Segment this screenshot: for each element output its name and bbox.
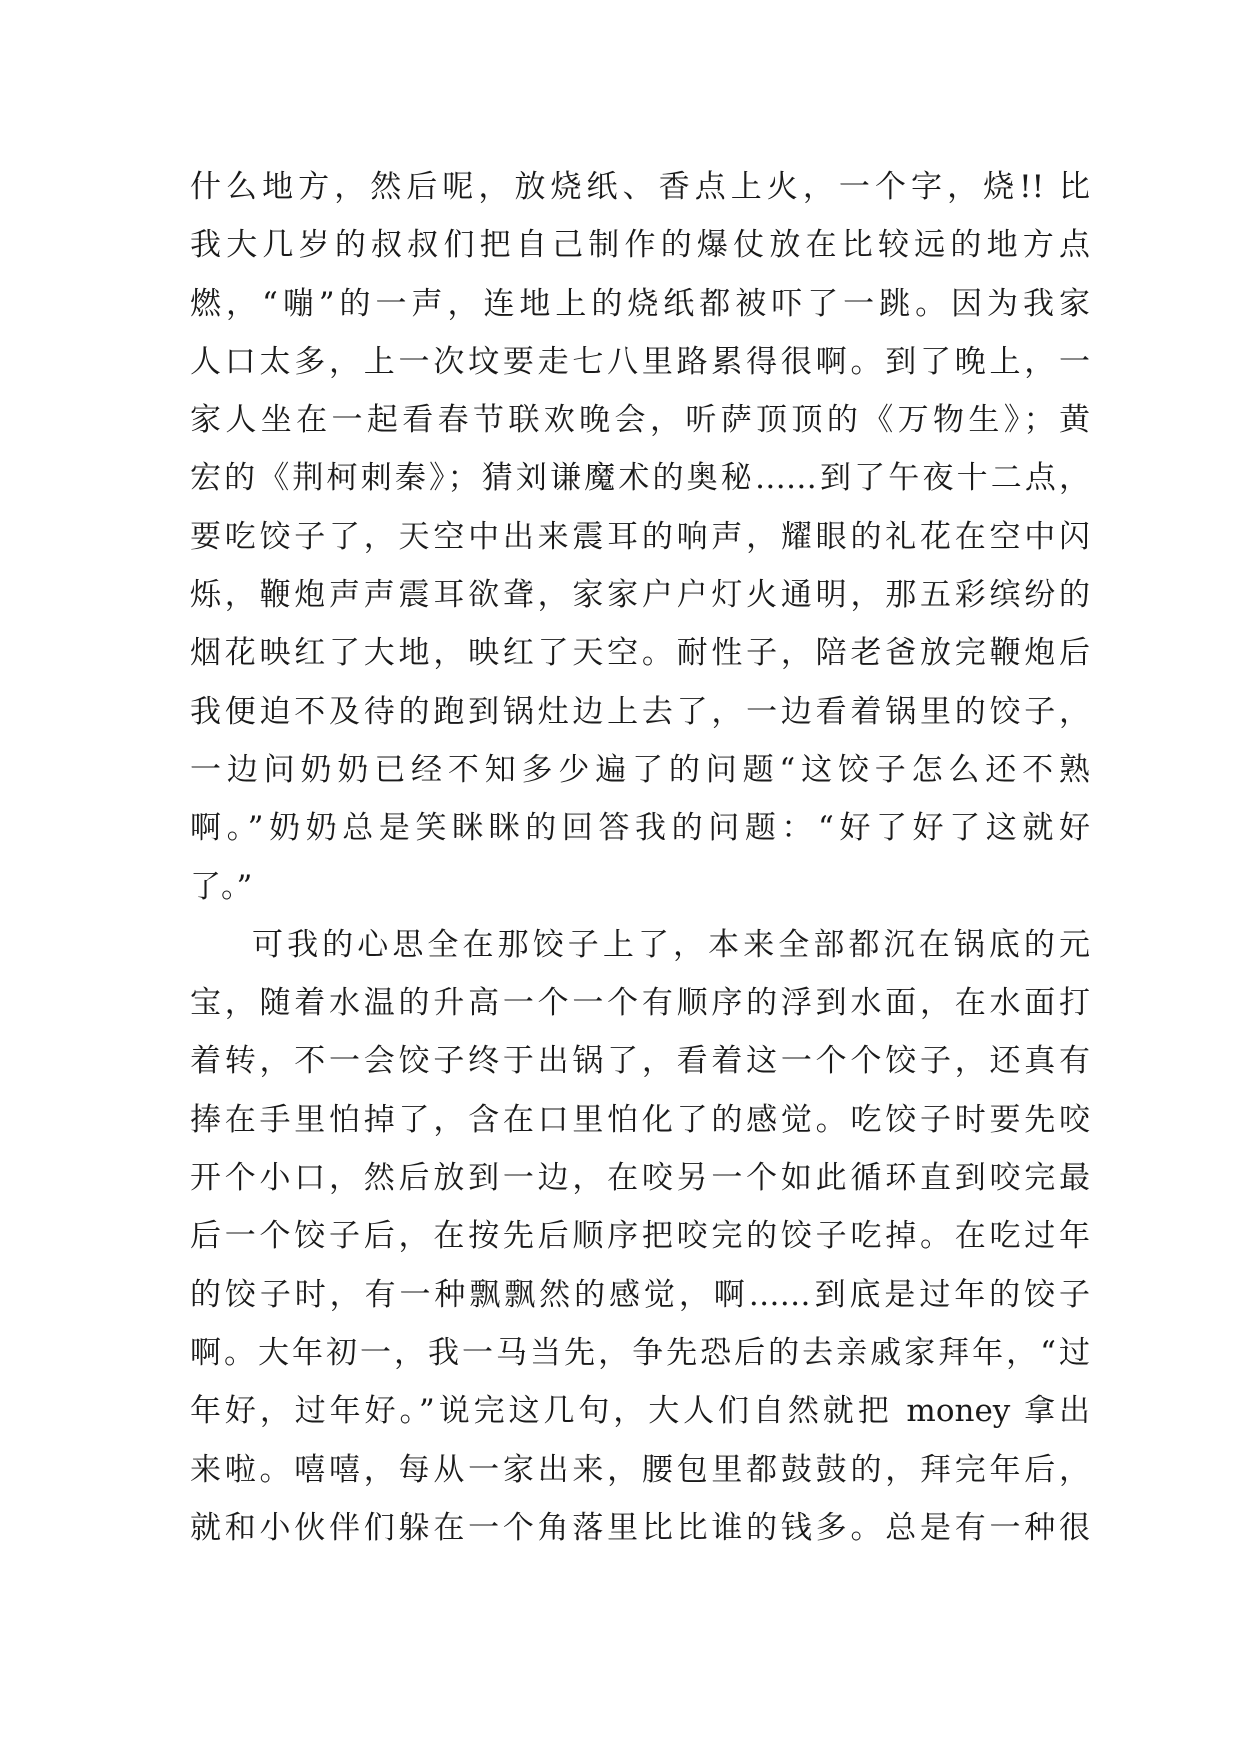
text-line: 啊。”奶奶总是笑眯眯的回答我的问题：“好了好了这就好 xyxy=(190,810,1090,847)
text-line: 我便迫不及待的跑到锅灶边上去了，一边看着锅里的饺子， xyxy=(190,693,1090,730)
text-line: 来啦。嘻嘻，每从一家出来，腰包里都鼓鼓的，拜完年后， xyxy=(190,1451,1090,1488)
body-text xyxy=(190,158,1090,1557)
text-line: 着转，不一会饺子终于出锅了，看着这一个个饺子，还真有 xyxy=(190,1043,1090,1080)
text-line: 就和小伙伴们躲在一个角落里比比谁的钱多。总是有一种很 xyxy=(190,1509,1090,1546)
text-line: 年好，过年好。”说完这几句，大人们自然就把 money 拿出 xyxy=(190,1393,1090,1430)
text-line: 家人坐在一起看春节联欢晚会，听萨顶顶的《万物生》；黄 xyxy=(190,402,1090,439)
text-line: 要吃饺子了，天空中出来震耳的响声，耀眼的礼花在空中闪 xyxy=(190,518,1090,555)
text-line: 的饺子时，有一种飘飘然的感觉，啊……到底是过年的饺子 xyxy=(190,1276,1090,1313)
text-line: 捧在手里怕掉了，含在口里怕化了的感觉。吃饺子时要先咬 xyxy=(190,1101,1090,1138)
text-line: 宝，随着水温的升高一个一个有顺序的浮到水面，在水面打 xyxy=(190,985,1090,1022)
text-line: 烁，鞭炮声声震耳欲聋，家家户户灯火通明，那五彩缤纷的 xyxy=(190,577,1090,614)
text-line: 可我的心思全在那饺子上了，本来全部都沉在锅底的元 xyxy=(252,926,1090,963)
text-line: 一边问奶奶已经不知多少遍了的问题“这饺子怎么还不熟 xyxy=(190,751,1090,788)
text-line: 什么地方，然后呢，放烧纸、香点上火，一个字，烧!! 比 xyxy=(190,169,1090,205)
text-line: 啊。大年初一，我一马当先，争先恐后的去亲戚家拜年，“过 xyxy=(190,1334,1090,1371)
text-line: 开个小口，然后放到一边，在咬另一个如此循环直到咬完最 xyxy=(190,1160,1090,1197)
text-line: 了。” xyxy=(190,868,253,905)
text-line: 我大几岁的叔叔们把自己制作的爆仗放在比较远的地方点 xyxy=(190,227,1090,264)
text-line: 人口太多，上一次坟要走七八里路累得很啊。到了晚上，一 xyxy=(190,343,1090,380)
text-line: 后一个饺子后，在按先后顺序把咬完的饺子吃掉。在吃过年 xyxy=(190,1218,1090,1255)
text-line: 烟花映红了大地，映红了天空。耐性子，陪老爸放完鞭炮后 xyxy=(190,635,1090,672)
text-line: 燃，“嘣”的一声，连地上的烧纸都被吓了一跳。因为我家 xyxy=(190,285,1090,322)
text-line: 宏的《荆柯刺秦》；猜刘谦魔术的奥秘……到了午夜十二点， xyxy=(190,460,1090,497)
